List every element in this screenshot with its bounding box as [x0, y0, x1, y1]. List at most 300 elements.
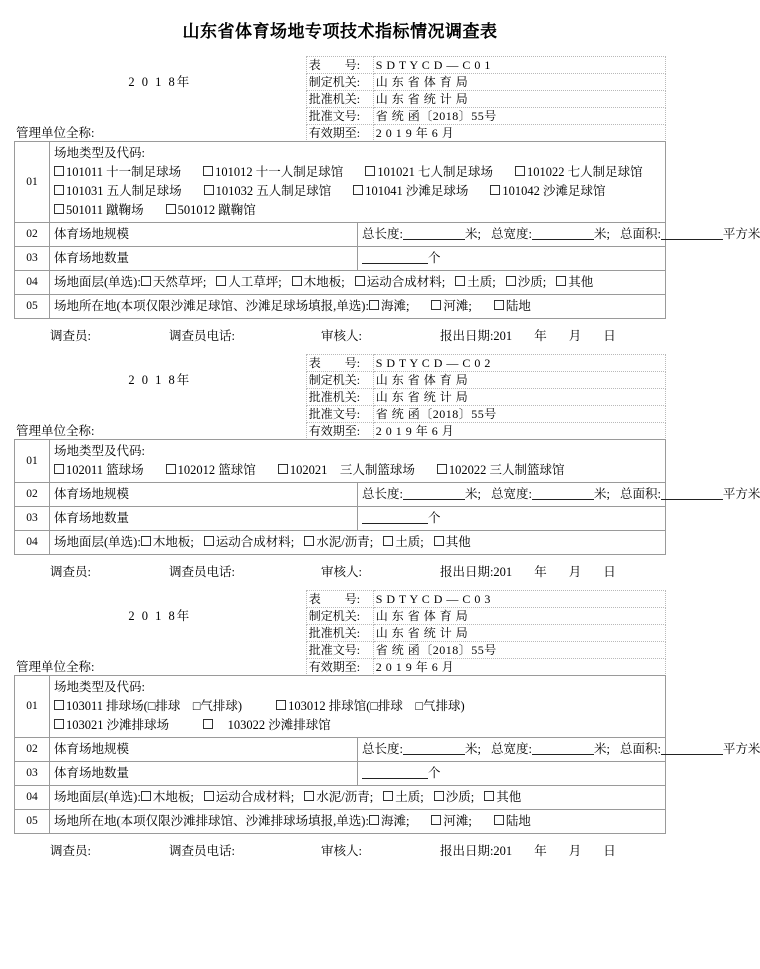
checkbox-option-label: 103022 沙滩排球馆 [215, 718, 331, 732]
checkbox-option-label: 501012 蹴鞠馆 [177, 203, 256, 217]
total-width-label: 总宽度: [490, 742, 532, 756]
checkbox-icon[interactable] [304, 791, 314, 801]
checkbox-icon[interactable] [203, 166, 213, 176]
surface-option[interactable] [141, 273, 206, 292]
grid-row [15, 271, 666, 295]
grid-row [15, 295, 666, 319]
row-number: 02 [15, 483, 50, 507]
total-width-label: 总宽度: [490, 487, 532, 501]
venue-type-option[interactable] [204, 182, 332, 201]
reviewer-label: 审核人: [320, 565, 362, 579]
checkbox-icon[interactable] [556, 276, 566, 286]
checkbox-option-label: 101022 七人制足球馆 [526, 165, 643, 179]
meta-left-pane [14, 108, 306, 125]
venue-type-option-line [54, 461, 661, 480]
grid-row [15, 676, 666, 738]
checkbox-option-label: 运动合成材料; [215, 535, 295, 549]
checkbox-icon[interactable] [506, 276, 516, 286]
checkbox-icon[interactable] [455, 276, 465, 286]
checkbox-option-label: 运动合成材料; [215, 790, 295, 804]
row-number: 04 [15, 271, 50, 295]
location-row-label: 场地所在地(本项仅限沙滩排球馆、沙滩排球场填报,单选): [54, 814, 369, 828]
form-meta-header [14, 590, 666, 676]
form-block-form-c02 [14, 354, 760, 586]
report-date-group [440, 841, 616, 859]
location-option[interactable] [494, 297, 531, 316]
grid-row [15, 483, 666, 507]
row-number: 01 [15, 440, 50, 483]
form-block-form-c03 [14, 590, 760, 865]
checkbox-icon[interactable] [494, 815, 504, 825]
total-area-label: 总面积: [619, 742, 661, 756]
report-date-month: 月 [568, 844, 582, 858]
report-date-year: 年 [534, 329, 547, 343]
row-number: 03 [15, 247, 50, 271]
investigator-label: 调查员: [50, 329, 91, 343]
report-date-label: 报出日期:201 [439, 844, 513, 858]
venue-type-cell [50, 440, 666, 483]
grid-row [15, 223, 666, 247]
management-unit-label: 管理单位全称: [14, 423, 306, 440]
surface-option[interactable] [434, 533, 471, 552]
location-option[interactable] [431, 297, 471, 316]
venue-type-option-line [54, 716, 661, 735]
count-row-body [358, 247, 666, 271]
venue-type-option[interactable] [203, 716, 331, 735]
form-block-form-c01 [14, 56, 760, 350]
meta-row [14, 372, 666, 389]
venue-count-unit: 个 [428, 511, 441, 525]
form-footer [14, 834, 666, 865]
checkbox-option-label: 其他 [568, 275, 594, 289]
checkbox-icon[interactable] [54, 464, 64, 474]
checkbox-option-label: 其他 [496, 790, 522, 804]
form-footer [14, 319, 666, 350]
checkbox-option-label: 运动合成材料; [366, 275, 446, 289]
total-length-unit: 米; [464, 742, 481, 756]
venue-type-option[interactable] [54, 182, 182, 201]
checkbox-option-label: 其他 [445, 535, 471, 549]
meta-value-form-no: S D T Y C D — C 0 3 [373, 591, 665, 608]
total-width-input[interactable] [532, 239, 594, 240]
grid-row [15, 247, 666, 271]
surface-option[interactable] [204, 788, 294, 807]
checkbox-option-label: 101011 十一制足球场 [66, 165, 182, 179]
grid-row [15, 810, 666, 834]
investigator-phone-label: 调查员电话: [168, 565, 235, 579]
checkbox-option-label: 102021 三人制篮球场 [289, 463, 415, 477]
venue-type-heading: 场地类型及代码: [54, 444, 145, 458]
management-unit-label: 管理单位全称: [14, 125, 306, 142]
checkbox-option-label: 101041 沙滩足球场 [365, 184, 469, 198]
total-area-label: 总面积: [619, 487, 661, 501]
scale-row-label: 体育场地规模 [50, 223, 358, 247]
surface-option[interactable] [383, 788, 423, 807]
meta-label-approval-doc-no: 批准文号: [306, 108, 373, 125]
row-number: 02 [15, 223, 50, 247]
surface-row-label: 场地面层(单选): [54, 790, 141, 804]
checkbox-option-label: 天然草坪; [152, 275, 207, 289]
venue-type-option[interactable] [365, 163, 493, 182]
meta-label-form-no: 表 号: [306, 57, 373, 74]
checkbox-icon[interactable] [353, 185, 363, 195]
venue-type-option[interactable] [54, 201, 144, 220]
location-row-body [50, 810, 666, 834]
checkbox-option-label: 102011 篮球场 [66, 463, 144, 477]
scale-row-label: 体育场地规模 [50, 738, 358, 762]
total-width-unit: 米; [593, 227, 610, 241]
checkbox-icon[interactable] [54, 185, 64, 195]
report-date-day: 日 [603, 565, 616, 579]
venue-count-unit: 个 [428, 251, 441, 265]
checkbox-option-label: 102012 篮球馆 [177, 463, 256, 477]
venue-type-option[interactable] [54, 716, 169, 735]
form-meta-header [14, 56, 666, 142]
meta-label-issuing-agency: 制定机关: [306, 608, 373, 625]
location-row-body [50, 295, 666, 319]
investigator-label: 调查员: [50, 844, 91, 858]
venue-type-option[interactable] [353, 182, 468, 201]
meta-label-form-no: 表 号: [306, 591, 373, 608]
surface-option[interactable] [355, 273, 445, 292]
checkbox-option-label: 103012 排球馆(□排球 □气排球) [288, 699, 465, 713]
row-number: 04 [15, 531, 50, 555]
meta-value-form-no: S D T Y C D — C 0 1 [373, 57, 665, 74]
row-number: 01 [15, 676, 50, 738]
report-date-year: 年 [534, 844, 547, 858]
meta-left-pane [14, 406, 306, 423]
meta-row [14, 625, 666, 642]
checkbox-icon[interactable] [490, 185, 500, 195]
surface-option[interactable] [304, 788, 373, 807]
checkbox-option-label: 木地板; [303, 275, 345, 289]
checkbox-icon[interactable] [494, 300, 504, 310]
form-year: 2 0 1 8年 [14, 372, 306, 389]
meta-label-approving-agency: 批准机关: [306, 625, 373, 642]
meta-value-issuing-agency: 山 东 省 体 育 局 [373, 372, 665, 389]
checkbox-option-label: 海滩; [380, 814, 410, 828]
meta-value-valid-until: 2 0 1 9 年 6 月 [373, 423, 665, 440]
meta-row [14, 659, 666, 676]
checkbox-option-label: 102022 三人制篮球馆 [448, 463, 565, 477]
checkbox-icon[interactable] [278, 464, 288, 474]
surface-option[interactable] [141, 533, 194, 552]
checkbox-icon[interactable] [383, 791, 393, 801]
venue-type-option-line [54, 182, 661, 201]
venue-type-option[interactable] [54, 461, 144, 480]
venue-type-option[interactable] [490, 182, 605, 201]
page-title: 山东省体育场地专项技术指标情况调查表 [182, 22, 498, 41]
surface-option[interactable] [292, 273, 345, 292]
checkbox-option-label: 土质; [467, 275, 496, 289]
venue-type-option[interactable] [437, 461, 565, 480]
checkbox-option-label: 水泥/沥青; [316, 790, 374, 804]
checkbox-icon[interactable] [141, 536, 151, 546]
surface-option[interactable] [216, 273, 281, 292]
venue-count-input[interactable] [362, 778, 428, 779]
row-number: 04 [15, 786, 50, 810]
venue-type-option[interactable] [54, 163, 181, 182]
venue-type-heading: 场地类型及代码: [54, 146, 145, 160]
venue-type-option-line [54, 201, 661, 220]
checkbox-option-label: 101032 五人制足球馆 [215, 184, 332, 198]
total-area-unit: 平方米 [722, 227, 760, 241]
total-area-input[interactable] [661, 239, 723, 240]
count-row-label: 体育场地数量 [50, 247, 358, 271]
checkbox-option-label: 河滩; [443, 814, 472, 828]
checkbox-option-label: 103021 沙滩排球场 [66, 718, 170, 732]
meta-row [14, 91, 666, 108]
checkbox-icon[interactable] [365, 166, 375, 176]
total-length-input[interactable] [403, 754, 465, 755]
checkbox-icon[interactable] [204, 536, 214, 546]
meta-left-pane [14, 355, 306, 372]
meta-row [14, 57, 666, 74]
total-length-label: 总长度: [362, 742, 403, 756]
total-length-label: 总长度: [362, 487, 403, 501]
form-grid-form-c01 [14, 141, 760, 319]
checkbox-option-label: 土质; [395, 790, 424, 804]
form-year: 2 0 1 8年 [14, 608, 306, 625]
meta-value-form-no: S D T Y C D — C 0 2 [373, 355, 665, 372]
venue-type-cell [50, 142, 666, 223]
checkbox-icon[interactable] [204, 791, 214, 801]
grid-row [15, 738, 666, 762]
meta-row [14, 74, 666, 91]
scale-row-body [358, 223, 760, 247]
grid-row [15, 762, 666, 786]
meta-value-issuing-agency: 山 东 省 体 育 局 [373, 608, 665, 625]
scale-row-body [358, 738, 760, 762]
checkbox-option-label: 101021 七人制足球场 [377, 165, 493, 179]
total-width-input[interactable] [532, 499, 594, 500]
checkbox-icon[interactable] [431, 815, 441, 825]
meta-row [14, 355, 666, 372]
meta-left-pane [14, 625, 306, 642]
venue-type-option[interactable] [166, 461, 256, 480]
meta-label-valid-until: 有效期至: [306, 125, 373, 142]
total-area-input[interactable] [661, 499, 723, 500]
grid-row [15, 786, 666, 810]
checkbox-icon[interactable] [369, 300, 379, 310]
checkbox-icon[interactable] [276, 700, 286, 710]
checkbox-icon[interactable] [216, 276, 226, 286]
total-area-unit: 平方米 [722, 487, 760, 501]
surface-row-label: 场地面层(单选): [54, 275, 141, 289]
meta-label-approving-agency: 批准机关: [306, 91, 373, 108]
checkbox-icon[interactable] [437, 464, 447, 474]
checkbox-icon[interactable] [141, 276, 151, 286]
checkbox-option-label: 水泥/沥青; [316, 535, 374, 549]
scale-row-label: 体育场地规模 [50, 483, 358, 507]
investigator-phone-label: 调查员电话: [168, 329, 235, 343]
venue-type-option-line [54, 163, 661, 182]
report-date-label: 报出日期:201 [439, 329, 513, 343]
checkbox-icon[interactable] [54, 166, 64, 176]
surface-option[interactable] [141, 788, 194, 807]
grid-row [15, 531, 666, 555]
checkbox-icon[interactable] [141, 791, 151, 801]
checkbox-icon[interactable] [166, 204, 176, 214]
count-row-label: 体育场地数量 [50, 507, 358, 531]
checkbox-icon[interactable] [166, 464, 176, 474]
meta-row [14, 389, 666, 406]
venue-count-input[interactable] [362, 263, 428, 264]
report-date-label: 报出日期:201 [439, 565, 513, 579]
meta-left-pane [14, 591, 306, 608]
report-date-month: 月 [568, 565, 582, 579]
row-number: 02 [15, 738, 50, 762]
row-number: 03 [15, 507, 50, 531]
meta-row [14, 125, 666, 142]
meta-label-form-no: 表 号: [306, 355, 373, 372]
checkbox-icon[interactable] [203, 719, 213, 729]
total-area-unit: 平方米 [722, 742, 760, 756]
grid-row [15, 440, 666, 483]
surface-option[interactable] [556, 273, 593, 292]
count-row-body [358, 507, 666, 531]
checkbox-icon[interactable] [369, 815, 379, 825]
venue-type-option[interactable] [203, 163, 343, 182]
total-width-unit: 米; [593, 487, 610, 501]
total-length-input[interactable] [403, 239, 465, 240]
surface-row-body [50, 271, 666, 295]
checkbox-icon[interactable] [54, 700, 64, 710]
venue-count-unit: 个 [428, 766, 441, 780]
total-length-label: 总长度: [362, 227, 403, 241]
reviewer-label: 审核人: [320, 329, 362, 343]
meta-label-issuing-agency: 制定机关: [306, 74, 373, 91]
surface-option[interactable] [455, 273, 495, 292]
checkbox-icon[interactable] [54, 719, 64, 729]
row-number: 05 [15, 295, 50, 319]
checkbox-icon[interactable] [292, 276, 302, 286]
meta-label-approval-doc-no: 批准文号: [306, 406, 373, 423]
meta-value-issuing-agency: 山 东 省 体 育 局 [373, 74, 665, 91]
venue-type-option[interactable] [515, 163, 643, 182]
location-option[interactable] [369, 812, 409, 831]
surface-option[interactable] [434, 788, 474, 807]
total-length-input[interactable] [403, 499, 465, 500]
location-option[interactable] [369, 297, 409, 316]
checkbox-icon[interactable] [383, 536, 393, 546]
meta-row [14, 642, 666, 659]
reviewer-label: 审核人: [320, 844, 362, 858]
total-area-input[interactable] [661, 754, 723, 755]
checkbox-icon[interactable] [355, 276, 365, 286]
meta-value-approval-doc-no: 省 统 函〔2018〕55号 [373, 642, 665, 659]
meta-left-pane [14, 57, 306, 74]
meta-value-valid-until: 2 0 1 9 年 6 月 [373, 125, 665, 142]
meta-row [14, 608, 666, 625]
surface-option[interactable] [484, 788, 521, 807]
checkbox-icon[interactable] [515, 166, 525, 176]
checkbox-option-label: 河滩; [443, 299, 472, 313]
checkbox-option-label: 木地板; [152, 535, 194, 549]
checkbox-icon[interactable] [434, 791, 444, 801]
location-option[interactable] [431, 812, 471, 831]
surface-option[interactable] [304, 533, 373, 552]
count-row-label: 体育场地数量 [50, 762, 358, 786]
scale-row-body [358, 483, 760, 507]
form-grid-form-c02 [14, 439, 760, 555]
checkbox-option-label: 101031 五人制足球场 [66, 184, 182, 198]
checkbox-option-label: 沙质; [445, 790, 475, 804]
meta-value-approval-doc-no: 省 统 函〔2018〕55号 [373, 108, 665, 125]
venue-type-option[interactable] [278, 461, 415, 480]
checkbox-icon[interactable] [484, 791, 494, 801]
investigator-phone-label: 调查员电话: [168, 844, 235, 858]
report-date-day: 日 [603, 844, 616, 858]
checkbox-icon[interactable] [54, 204, 64, 214]
meta-row [14, 108, 666, 125]
total-width-label: 总宽度: [490, 227, 532, 241]
checkbox-icon[interactable] [434, 536, 444, 546]
total-width-input[interactable] [532, 754, 594, 755]
surface-option[interactable] [204, 533, 294, 552]
checkbox-option-label: 501011 蹴鞠场 [66, 203, 144, 217]
forms-container [14, 56, 760, 865]
row-number: 01 [15, 142, 50, 223]
meta-value-approval-doc-no: 省 统 函〔2018〕55号 [373, 406, 665, 423]
venue-type-cell [50, 676, 666, 738]
checkbox-option-label: 陆地 [505, 299, 531, 313]
surface-option[interactable] [506, 273, 546, 292]
meta-row [14, 423, 666, 440]
meta-value-valid-until: 2 0 1 9 年 6 月 [373, 659, 665, 676]
grid-row [15, 142, 666, 223]
venue-type-option[interactable] [166, 201, 256, 220]
checkbox-icon[interactable] [431, 300, 441, 310]
surface-row-body [50, 786, 666, 810]
location-row-label: 场地所在地(本项仅限沙滩足球馆、沙滩足球场填报,单选): [54, 299, 369, 313]
meta-row [14, 591, 666, 608]
checkbox-option-label: 人工草坪; [228, 275, 282, 289]
venue-count-input[interactable] [362, 523, 428, 524]
report-date-year: 年 [534, 565, 547, 579]
venue-type-option-line [54, 697, 661, 716]
grid-row [15, 507, 666, 531]
venue-type-option[interactable] [276, 697, 465, 716]
report-date-group [440, 326, 616, 344]
checkbox-option-label: 海滩; [380, 299, 410, 313]
meta-value-approving-agency: 山 东 省 统 计 局 [373, 91, 665, 108]
total-length-unit: 米; [464, 227, 481, 241]
meta-label-valid-until: 有效期至: [306, 423, 373, 440]
surface-option[interactable] [383, 533, 423, 552]
checkbox-option-label: 陆地 [505, 814, 531, 828]
meta-value-approving-agency: 山 东 省 统 计 局 [373, 389, 665, 406]
checkbox-option-label: 101042 沙滩足球馆 [502, 184, 606, 198]
form-year: 2 0 1 8年 [14, 74, 306, 91]
total-length-unit: 米; [464, 487, 481, 501]
report-date-group [440, 562, 616, 580]
form-footer [14, 555, 666, 586]
checkbox-icon[interactable] [204, 185, 214, 195]
meta-label-issuing-agency: 制定机关: [306, 372, 373, 389]
row-number: 05 [15, 810, 50, 834]
venue-type-option[interactable] [54, 697, 242, 716]
count-row-body [358, 762, 666, 786]
location-option[interactable] [494, 812, 531, 831]
surface-row-body [50, 531, 666, 555]
meta-value-approving-agency: 山 东 省 统 计 局 [373, 625, 665, 642]
meta-row [14, 406, 666, 423]
meta-left-pane [14, 91, 306, 108]
checkbox-option-label: 101012 十一人制足球馆 [215, 165, 344, 179]
checkbox-icon[interactable] [304, 536, 314, 546]
meta-label-valid-until: 有效期至: [306, 659, 373, 676]
